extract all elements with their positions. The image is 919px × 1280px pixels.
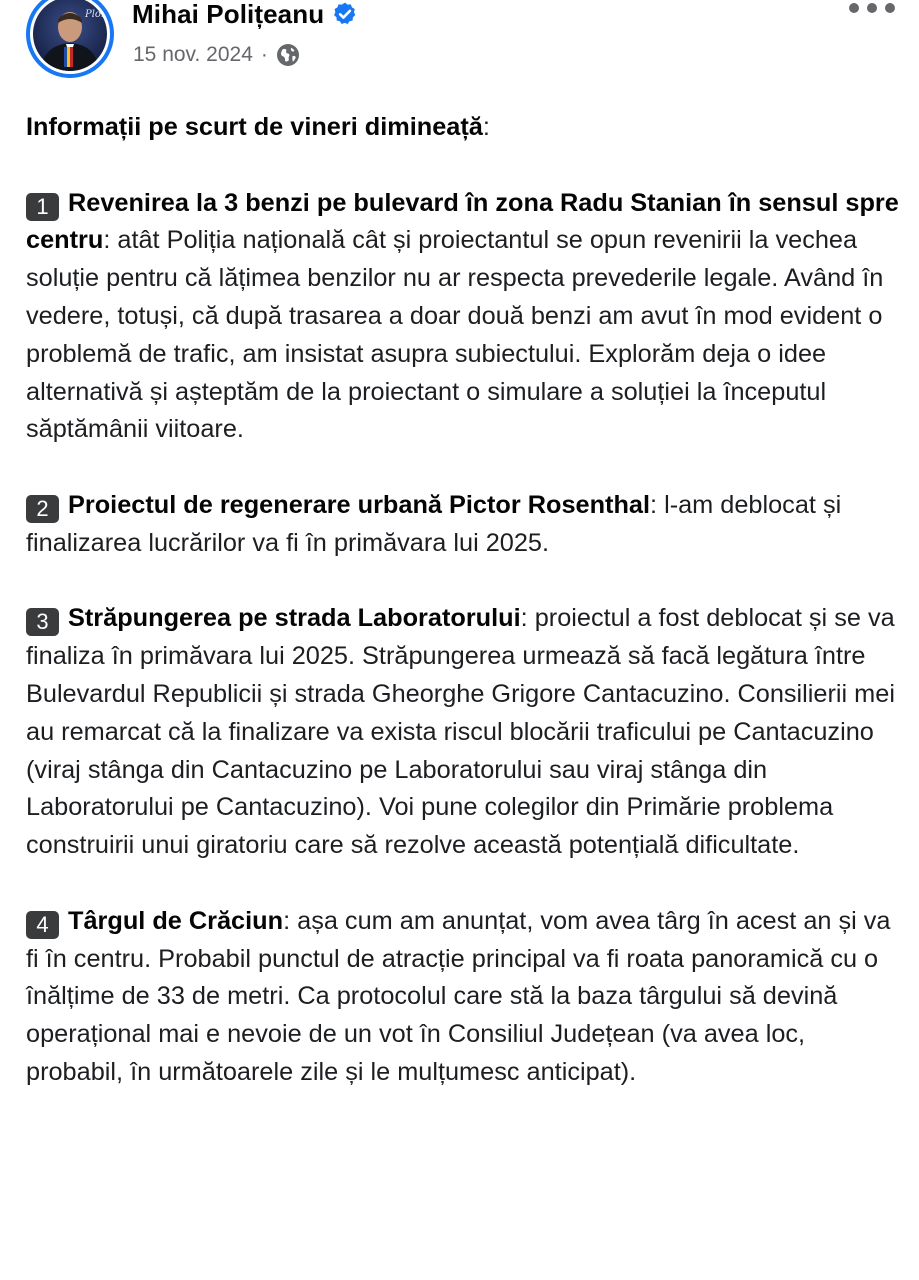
paragraph-gap	[26, 563, 906, 601]
globe-icon[interactable]	[276, 43, 300, 67]
item-title: Proiectul de regenerare urbană Pictor Rosenthal	[68, 490, 651, 519]
post-date[interactable]: 15 nov. 2024	[133, 43, 253, 66]
post-meta	[133, 40, 300, 70]
more-dot	[849, 3, 859, 13]
post-intro	[26, 109, 906, 147]
item-title: Străpungerea pe strada Laboratorului	[68, 604, 521, 633]
more-options-icon[interactable]	[849, 0, 895, 18]
keycap-number-icon: 4	[26, 911, 59, 939]
item-text: : așa cum am anunțat, vom avea târg în acest an și va fi în centru. Probabil punctul de atracție principal va fi roata panoramică cu o înălțime de 33 de metri. Ca protocolul care stă la baza târgului să devină operațional mai e nevoie de un vot în Consiliul Județean (va avea loc, probabil, în următoarele zile și le mulțumesc anticipat).	[26, 906, 891, 1086]
avatar-logo: Ploi	[85, 9, 105, 20]
meta-separator: ·	[260, 43, 268, 66]
keycap-number-icon: 3	[26, 608, 59, 636]
list-item	[26, 903, 906, 1092]
paragraph-gap	[26, 865, 906, 903]
more-dot	[885, 3, 895, 13]
item-text: : atât Poliția națională cât și proiectantul se opun revenirii la vechea soluție pentru că lățimea benzilor nu ar respecta prevederile legale. Având în vedere, totuși, că după trasarea a doar două benzi am avut în mod evident o problemă de trafic, am insistat asupra subiectului. Explorăm deja o idee alternativă și așteptăm de la proiectant o simulare a soluției la începutul săptămânii viitoare.	[26, 226, 884, 444]
keycap-number-icon: 2	[26, 495, 59, 523]
list-item	[26, 600, 906, 865]
item-text: : proiectul a fost deblocat și se va finaliza în primăvara lui 2025. Străpungerea urmează să facă legătura între Bulevardul Republicii și strada Gheorghe Grigore Cantacuzino. Consilierii mei au remarcat că la finalizare va exista riscul blocării traficului pe Cantacuzino (viraj stânga din Cantacuzino pe Laboratorului sau viraj stânga din Laboratorului pe Cantacuzino). Voi pune colegilor din Primărie problema construirii unui giratoriu care să rezolve această potențială dificultate.	[26, 604, 895, 860]
item-title: Revenirea la 3 benzi pe bulevard în zona Radu Stanian în sensul spre centru	[26, 188, 899, 255]
more-dot	[867, 3, 877, 13]
list-item	[26, 487, 906, 563]
verified-badge-icon	[332, 1, 358, 27]
post-body	[26, 109, 906, 1092]
author-name[interactable]: Mihai Polițeanu	[132, 0, 325, 29]
paragraph-gap	[26, 147, 906, 185]
post-intro-suffix: :	[482, 113, 490, 141]
keycap-number-icon: 1	[26, 193, 59, 221]
avatar[interactable]	[26, 0, 114, 78]
post-header	[0, 0, 919, 92]
post-intro-title: Informații pe scurt de vineri dimineață	[26, 113, 483, 141]
item-title: Târgul de Crăciun	[68, 906, 284, 935]
paragraph-gap	[26, 449, 906, 487]
author-row	[132, 0, 358, 32]
item-text: : l-am deblocat și finalizarea lucrărilor va fi în primăvara lui 2025.	[26, 490, 842, 557]
avatar-photo	[33, 0, 107, 71]
list-item	[26, 185, 906, 450]
avatar-frame	[30, 0, 110, 74]
